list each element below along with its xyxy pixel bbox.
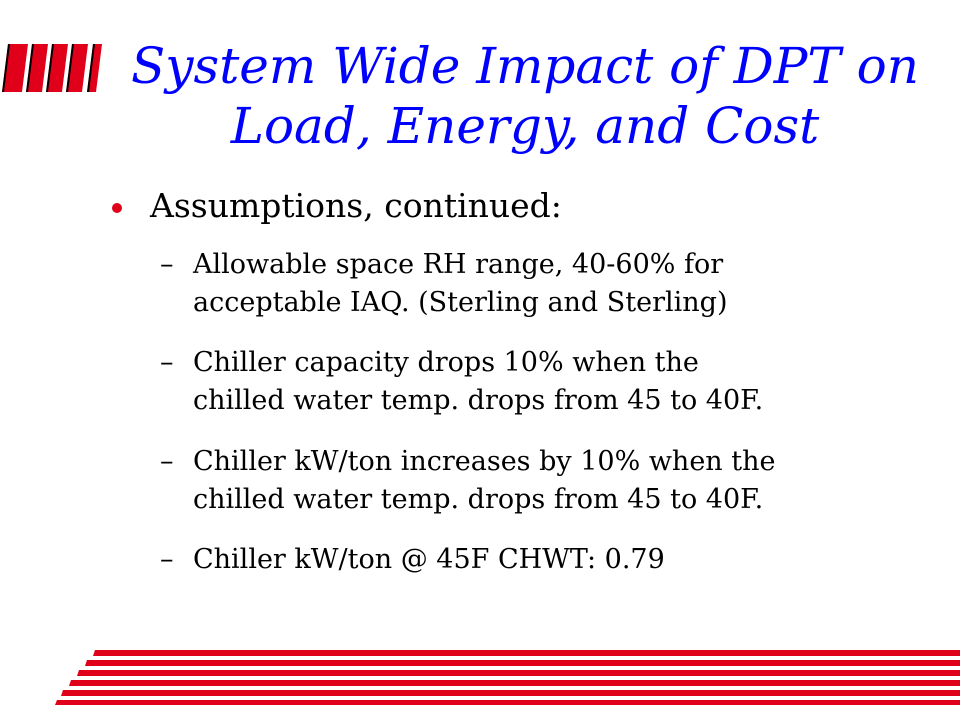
sub-item-line: Chiller kW/ton increases by 10% when the — [193, 446, 776, 477]
sub-item-line: chilled water temp. drops from 45 to 40F. — [193, 484, 764, 515]
footer-stripes-icon — [55, 650, 960, 706]
sub-item-line: Allowable space RH range, 40-60% for — [193, 249, 724, 280]
sub-item-line: Chiller kW/ton @ 45F CHWT: 0.79 — [193, 544, 665, 575]
title-line-1: System Wide Impact of DPT on — [131, 37, 919, 95]
sub-item-line: acceptable IAQ. (Sterling and Sterling) — [193, 287, 728, 318]
bullet-dot-icon — [112, 203, 122, 213]
dash-marker: – — [160, 446, 174, 477]
bullet-text: Assumptions, continued: — [150, 186, 562, 225]
dash-marker: – — [160, 249, 174, 280]
title-line-2: Load, Energy, and Cost — [230, 97, 820, 155]
dash-marker: – — [160, 347, 174, 378]
sub-item-line: chilled water temp. drops from 45 to 40F. — [193, 385, 764, 416]
logo-stripes-icon — [0, 38, 110, 98]
slide-title — [125, 36, 925, 156]
sub-item-line: Chiller capacity drops 10% when the — [193, 347, 699, 378]
dash-marker: – — [160, 544, 174, 575]
